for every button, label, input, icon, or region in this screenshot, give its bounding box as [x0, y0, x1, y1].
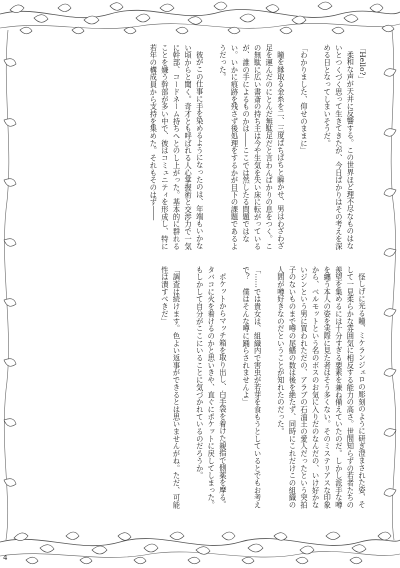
body-paragraph: 瞳を縁取る金糸を二、三度ぱちぱちと瞬かせ、男はわざわざ足を運んだのにとんだ無駄足だと言わんばかりの息をつく。この無駄に広い書斎の持ち主は今や生気を失い床に転がっているが、誰の手によるものかは――ここでは然したる問題ではない。いかに痕跡を残さず後処理をするかが目下の課題であるようだった。 — [218, 44, 286, 250]
body-paragraph: 柔和な声が天井に反響する。この世界ほど理不尽なものはないとつくづく思って生きてきたが、今日ばかりはその考えを深める日となってしまいそうだ。 — [323, 44, 356, 250]
body-paragraph: 彼がこの仕事に手を染めるようになったのは、年端もいかない頃からと聞く。奇才とも呼ばれる人心掌握術と交渉力で一気に幹部、コードネーム持ちへとのし上がった。基本的に群れることを嫌う幹部が多い中で、彼はコミュニティを形成し、特に若年の構成員から支持を集めた。それもそのはず―― — [149, 44, 205, 250]
page-number: 4 — [3, 554, 8, 562]
left-vine-border — [0, 0, 22, 568]
dialog-line: 「……では貴女は、組織内で害虫が若芽を食もうとしているとでもお考えで？ 僕はそんな噂に踊らされませんよ」 — [242, 266, 263, 509]
upper-text-block — [33, 44, 368, 252]
blank-line — [264, 266, 276, 514]
body-paragraph: 怪しげに光る瞳、ミケランジェロの彫刻のように研ぎ澄まされた姿、そして一見柔らかな雰囲気に相反する能力の高さ。世間知らずの若者たちの羨望を集めるには十分すぎる要素を兼ね備えていたのだ。しかし派手な噂を纏う本人の姿を実際に見た者はそう多くない。そのミステリアスな印象から、ベルモットという名のボスのお気に入りだのなんだの、いけ好かないジンという男に買われただの、アラブの石油王の愛人だったという突拍子のないものまで噂の尾鰭の数は後を絶たず、同時にこれだけこの組織の人間が噂好きなのだということが知れたのだった。 — [276, 266, 367, 509]
bottom-vine-border — [0, 524, 400, 568]
top-vine-border — [0, 0, 400, 38]
body-paragraph: ポケットからマッチ箱を取り出し、白手袋を着けた親指で側薬を摩る。タバコに火を着けるのかと思いきや、直ぐにポケットに戻してしまった。もしかして自分がここにいることに気づかれているのだろうか。 — [195, 266, 228, 509]
right-vine-border — [378, 0, 400, 568]
blank-line — [229, 266, 241, 514]
blank-line — [183, 266, 195, 514]
blank-line — [287, 44, 299, 252]
blank-line — [206, 44, 218, 252]
greeting-line: 「Hello?」 — [358, 44, 367, 83]
blank-line — [310, 44, 322, 252]
dialog-line: 「調査は続けます。色よい返事ができるとは思いませんがね。ただ、可能性は潰すべきだ」 — [160, 266, 182, 509]
lower-text-block — [33, 266, 368, 514]
dialog-line: 「わかりました、仰せのままに」 — [300, 44, 310, 155]
